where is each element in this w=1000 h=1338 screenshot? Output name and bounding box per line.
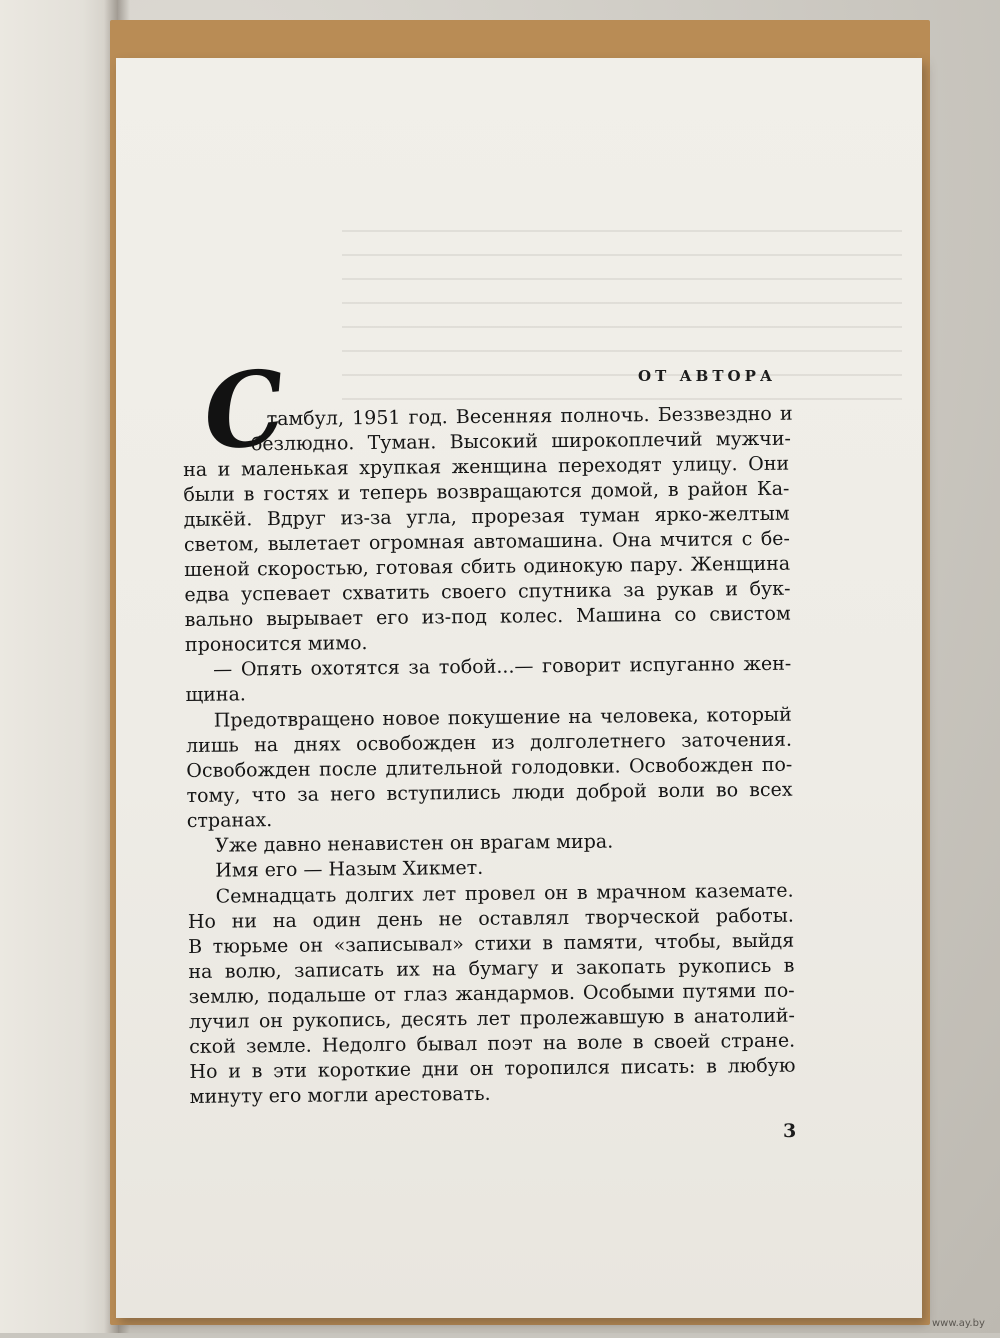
text-line: землю, подальше от глаз жандармов. Особыми путями по- bbox=[188, 979, 795, 1008]
page-number: 3 bbox=[783, 1120, 797, 1142]
text-line: тому, что за него вступились люди доброй воли во всех bbox=[186, 778, 793, 807]
watermark: www.ay.by bbox=[932, 1318, 985, 1329]
text-line: Уже давно ненавистен он врагам мира. bbox=[214, 830, 614, 857]
text-line: светом, вылетает огромная автомашина. Она мчится с бе- bbox=[183, 527, 791, 556]
text-line: проносится мимо. bbox=[184, 632, 368, 656]
text-line: Освобожден после длительной голодовки. Освобожден по- bbox=[186, 753, 793, 782]
text-line: Семнадцать долгих лет провел он в мрачном каземате. bbox=[215, 879, 794, 908]
text-line: дыкёй. Вдруг из-за угла, прорезая туман ярко-желтым bbox=[183, 502, 790, 531]
text-line: странах. bbox=[186, 809, 273, 832]
text-line: В тюрьме он «записывал» стихи в памяти, чтобы, выйдя bbox=[188, 929, 795, 958]
text-line: Но ни на один день не оставлял творческой работы. bbox=[187, 904, 794, 933]
text-line: лишь на днях освобожден из долголетнего заточения. bbox=[185, 728, 793, 757]
text-line: — Опять охотятся за тобой...— говорит испуганно жен- bbox=[213, 652, 792, 681]
text-line: шеной скоростью, готовая сбить одинокую пару. Женщина bbox=[184, 552, 791, 581]
drop-cap-letter: С bbox=[197, 347, 292, 475]
text-line: минуту его могли арестовать. bbox=[189, 1082, 491, 1108]
text-line: щина. bbox=[185, 683, 246, 706]
text-line: на волю, записать их на бумагу и закопать рукопись в bbox=[188, 954, 795, 983]
section-heading: ОТ АВТОРА bbox=[638, 367, 777, 385]
text-line: едва успевает схватить своего спутника за рукав и бук- bbox=[184, 577, 791, 606]
text-line: Предотвращено новое покушение на человека, который bbox=[213, 703, 792, 732]
text-line: безлюдно. Туман. Высокий широкоплечий мужчи- bbox=[250, 427, 791, 456]
text-line: лучил он рукопись, десять лет пролежавшую в анатолий- bbox=[188, 1004, 796, 1033]
text-line: ской земле. Недолго бывал поэт на воле в своей стране. bbox=[189, 1029, 796, 1058]
text-line: тамбул, 1951 год. Весенняя полночь. Беззвездно и bbox=[266, 402, 793, 431]
text-line: были в гостях и теперь возвращаются домой, в район Ка- bbox=[183, 477, 790, 506]
text-line: Но и в эти короткие дни он торопился писать: в любую bbox=[189, 1054, 796, 1083]
text-line: на и маленькая хрупкая женщина переходят улицу. Они bbox=[183, 452, 790, 481]
text-line: Имя его — Назым Хикмет. bbox=[215, 856, 484, 882]
text-line: вально вырывает его из-под колес. Машина со свистом bbox=[184, 602, 791, 631]
